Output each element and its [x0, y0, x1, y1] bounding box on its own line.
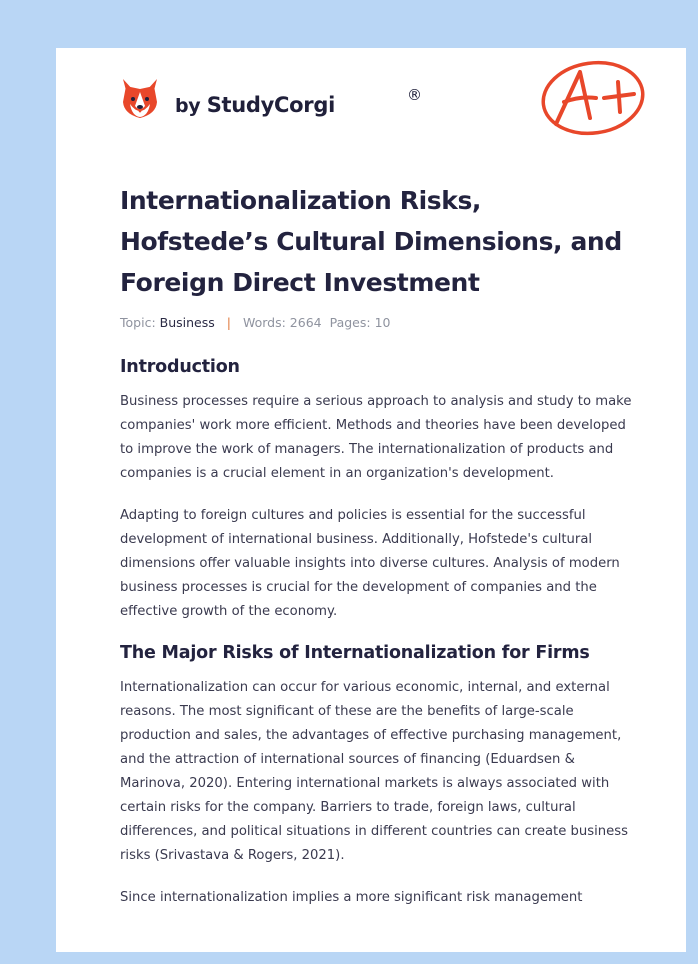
meta-separator: | [226, 315, 231, 330]
grade-a-plus-icon [538, 58, 648, 140]
document-meta [120, 315, 632, 330]
words-label: Words: [242, 315, 286, 330]
brand-title: StudyCorgi [206, 93, 335, 117]
paragraph: Adapting to foreign cultures and policies is essential for the successful development of international business. Additionally, Hofstede's cultural dimensions offer valuable insights into diverse cultures. Analysis of modern business processes is crucial for the development of companies and the effective growth of the economy. [120, 508, 620, 619]
corgi-icon [120, 76, 160, 120]
words-value: 2664 [289, 315, 322, 330]
brand-name [175, 93, 335, 117]
topic-label: Topic: [120, 315, 156, 330]
paragraph: Since internationalization implies a more significant risk management [120, 890, 583, 905]
section-heading-risks: The Major Risks of Internationalization for Firms [120, 643, 590, 663]
pages-value: 10 [374, 315, 391, 330]
page-bottom-edge [56, 942, 686, 952]
section-heading-introduction: Introduction [120, 357, 240, 377]
document-content [120, 180, 632, 910]
document-title: Internationalization Risks, Hofstede’s Cultural Dimensions, and Foreign Direct Investment [120, 186, 622, 297]
document-page [56, 48, 686, 952]
brand-by: by [175, 95, 207, 117]
topic-value[interactable]: Business [159, 315, 215, 330]
paragraph: Business processes require a serious approach to analysis and study to make companies' work more efficient. Methods and theories have been developed to improve the work of managers. The internationalization of products and companies is a crucial element in an organization's development. [120, 394, 632, 481]
registered-mark: ® [407, 86, 422, 104]
pages-label: Pages: [329, 315, 371, 330]
paragraph: Internationalization can occur for various economic, internal, and external reasons. The most significant of these are the benefits of large-scale production and sales, the advantages of effective purchasing management, and the attraction of international sources of financing (Eduardsen & Marinova, 2020). Entering international markets is always associated with certain risks for the company. Barriers to trade, foreign laws, cultural differences, and political situations in different countries can create business risks (Srivastava & Rogers, 2021). [120, 680, 629, 863]
